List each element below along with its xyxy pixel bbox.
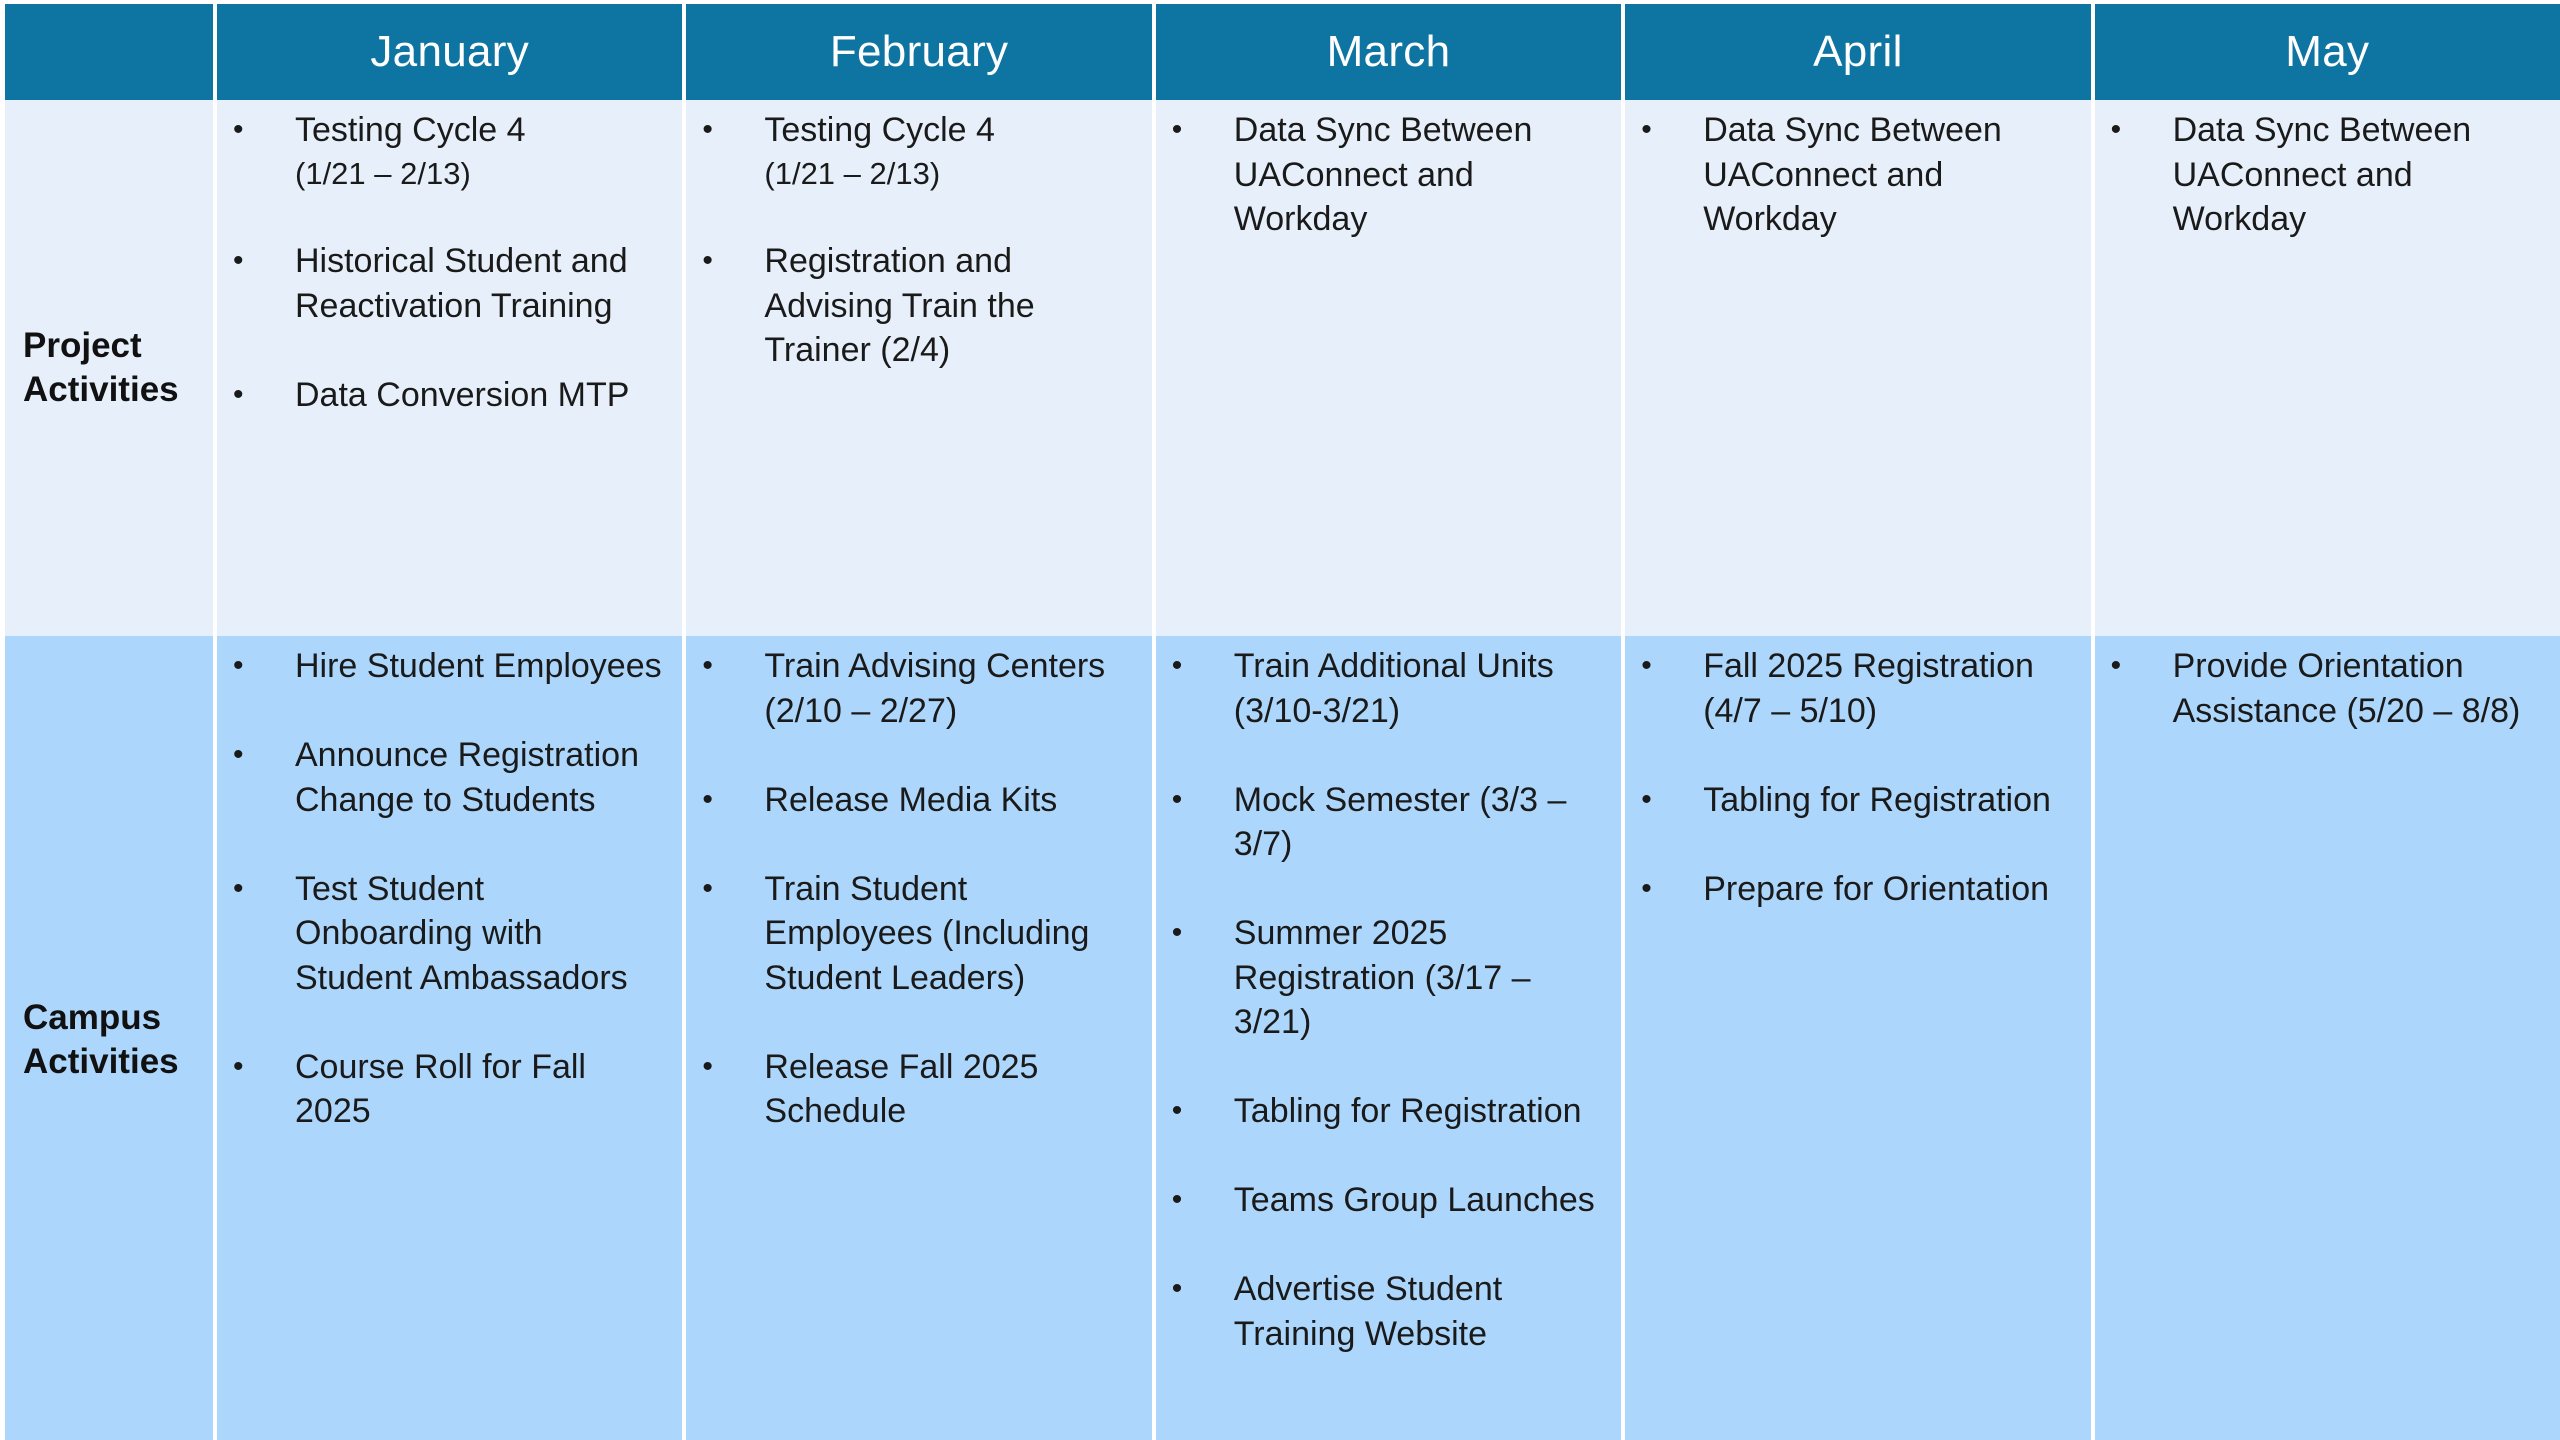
- list-item: [1156, 911, 1601, 1045]
- list-item-text: Data Sync Between UAConnect and Workday: [1703, 111, 2002, 238]
- row-label-line: Activities: [23, 370, 179, 409]
- row-label-line: Campus: [23, 998, 162, 1037]
- project-cell-march: [1156, 100, 1621, 636]
- list-item: [1156, 1089, 1601, 1134]
- list-item-date-range: (1/21 – 2/13): [295, 155, 471, 191]
- list-item: [1625, 108, 2070, 242]
- list-item-text: Data Conversion MTP: [295, 375, 630, 414]
- list-item: [217, 644, 662, 689]
- activities-table: [5, 4, 2560, 1440]
- list-item: [1625, 867, 2070, 912]
- campus-cell-may: [2095, 636, 2560, 1440]
- row-label-campus-activities: [5, 636, 213, 1440]
- header-may: May: [2095, 4, 2560, 100]
- list-item-text: Historical Student and Reactivation Training: [295, 242, 628, 325]
- list-item: [217, 733, 662, 822]
- header-january: January: [217, 4, 682, 100]
- list-item: [1156, 1267, 1601, 1356]
- list-item-text: Summer 2025 Registration (3/17 – 3/21): [1233, 914, 1531, 1041]
- list-item-text: Data Sync Between UAConnect and Workday: [2172, 111, 2472, 238]
- list-item: [686, 778, 1131, 823]
- list-item: [686, 108, 1131, 195]
- list-item: [217, 1045, 662, 1134]
- list-item: [686, 239, 1131, 373]
- list-item-text: Announce Registration Change to Students: [295, 736, 640, 819]
- list-item-text: Mock Semester (3/3 – 3/7): [1233, 780, 1567, 863]
- list-item-text: Advertise Student Training Website: [1233, 1270, 1503, 1353]
- list-item-date-range: (1/21 – 2/13): [764, 155, 941, 191]
- project-cell-february: [686, 100, 1151, 636]
- list-item: [217, 373, 662, 418]
- list-item-text: Provide Orientation Assistance (5/20 – 8/8): [2172, 647, 2521, 730]
- project-cell-april: [1625, 100, 2090, 636]
- list-item-text: Release Fall 2025 Schedule: [764, 1047, 1039, 1130]
- list-item: [1625, 644, 2070, 733]
- campus-cell-january: [217, 636, 682, 1440]
- list-item: [1625, 778, 2070, 823]
- row-label-project-activities: [5, 100, 213, 636]
- list-item-text: Testing Cycle 4: [764, 111, 995, 149]
- list-item-text: Train Advising Centers (2/10 – 2/27): [764, 647, 1106, 730]
- list-item: [1156, 1178, 1601, 1223]
- list-item-text: Registration and Advising Train the Trainer (2/4): [764, 242, 1035, 369]
- list-item-text: Tabling for Registration: [1233, 1092, 1582, 1130]
- list-item: [2095, 108, 2540, 242]
- list-item-text: Train Student Employees (Including Student Leaders): [764, 869, 1090, 997]
- header-corner-cell: [5, 4, 213, 100]
- campus-cell-february: [686, 636, 1151, 1440]
- list-item-text: Fall 2025 Registration (4/7 – 5/10): [1703, 647, 2034, 730]
- row-label-line: Activities: [23, 1042, 179, 1081]
- header-march: March: [1156, 4, 1621, 100]
- campus-cell-march: [1156, 636, 1621, 1440]
- list-item-text: Data Sync Between UAConnect and Workday: [1233, 111, 1533, 238]
- list-item: [686, 1045, 1131, 1134]
- campus-cell-april: [1625, 636, 2090, 1440]
- list-item-text: Testing Cycle 4: [295, 111, 526, 149]
- list-item-text: Release Media Kits: [764, 780, 1058, 819]
- list-item: [1156, 644, 1601, 733]
- list-item: [1156, 778, 1601, 867]
- header-april: April: [1625, 4, 2090, 100]
- project-cell-may: [2095, 100, 2560, 636]
- list-item-text: Prepare for Orientation: [1703, 869, 2050, 908]
- list-item: [217, 239, 662, 328]
- list-item-text: Course Roll for Fall 2025: [295, 1047, 586, 1130]
- list-item: [1156, 108, 1601, 242]
- list-item: [686, 644, 1131, 733]
- list-item-text: Test Student Onboarding with Student Ambassadors: [295, 869, 628, 997]
- list-item: [217, 867, 662, 1001]
- list-item-text: Teams Group Launches: [1233, 1181, 1595, 1219]
- project-cell-january: [217, 100, 682, 636]
- list-item: [217, 108, 662, 195]
- header-february: February: [686, 4, 1151, 100]
- list-item: [2095, 644, 2540, 733]
- row-label-line: Project: [23, 326, 142, 365]
- list-item-text: Tabling for Registration: [1703, 780, 2051, 819]
- list-item: [686, 867, 1131, 1001]
- list-item-text: Train Additional Units (3/10-3/21): [1233, 647, 1554, 730]
- list-item-text: Hire Student Employees: [295, 647, 662, 685]
